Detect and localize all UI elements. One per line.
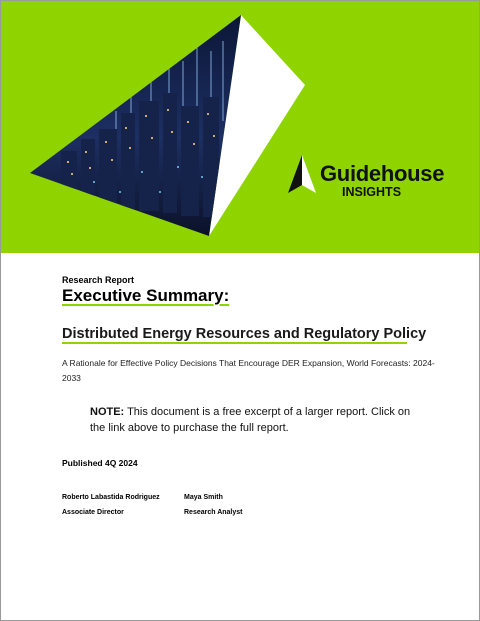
guidehouse-arrow-logo-icon [288,155,318,195]
published-date: Published 4Q 2024 [62,458,138,468]
guidehouse-logo [288,155,468,205]
brand-name: Guidehouse [320,161,445,186]
subtitle-underline [62,342,407,344]
report-kicker: Research Report [62,275,135,285]
note-label: NOTE: [90,406,125,418]
authors-block [62,494,442,516]
author-role: Associate Director [62,509,124,516]
author-role: Research Analyst [184,509,243,516]
hero-graphic [1,1,479,253]
author-name: Maya Smith [184,494,223,501]
header-banner [1,1,479,253]
page-title: Executive Summary: [62,286,230,305]
note-text: This document is a free excerpt of a larger report. Click on the link above to purchase the full report. [90,406,411,434]
excerpt-note [90,404,420,436]
brand-sub: INSIGHTS [342,185,402,199]
report-description: A Rationale for Effective Policy Decisions That Encourage DER Expansion, World Forecasts: 2024-2033 [62,358,435,383]
author-name: Roberto Labastida Rodriguez [62,494,160,501]
report-content [62,275,442,516]
report-subtitle-text: Distributed Energy Resources and Regulatory Policy [62,326,427,342]
report-subtitle [62,324,426,344]
